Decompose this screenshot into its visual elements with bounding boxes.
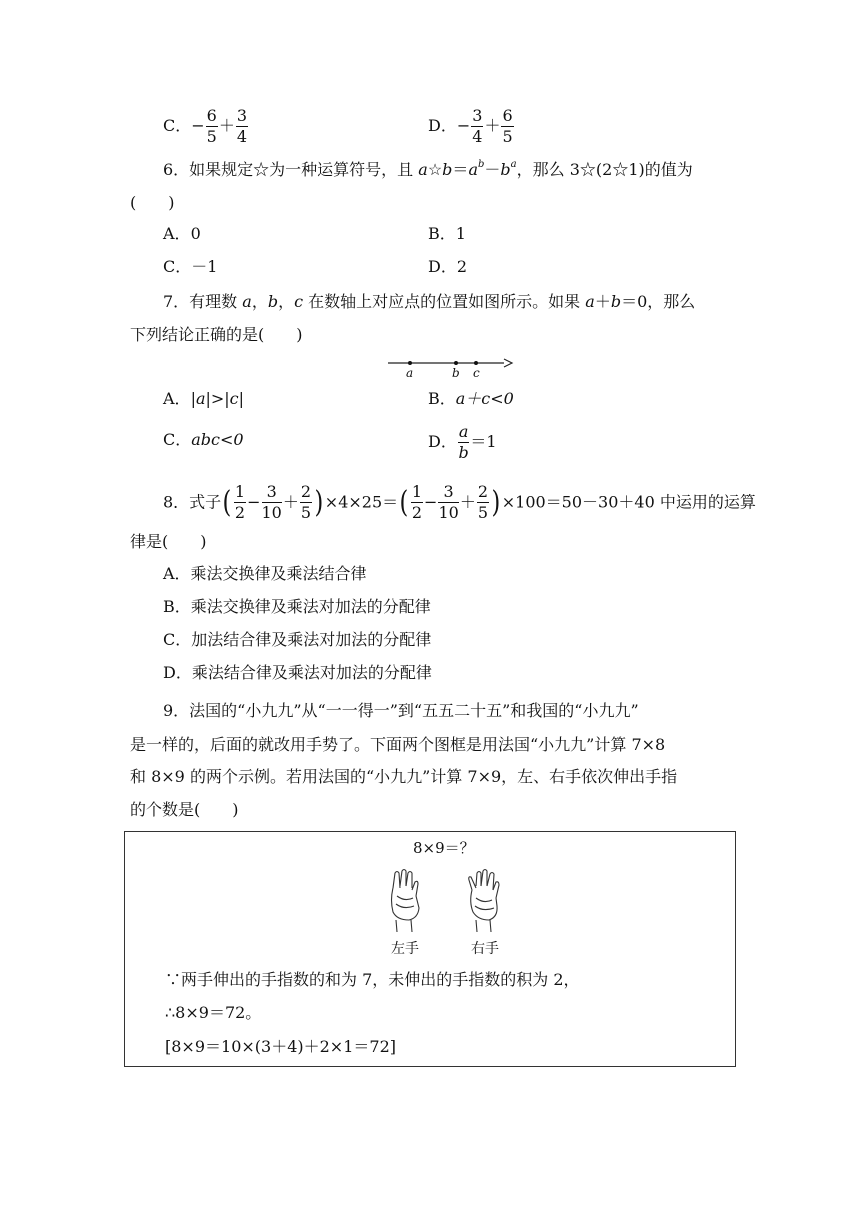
q6-option-c: C．－1 bbox=[163, 257, 218, 276]
q8-option-d: D．乘法结合律及乘法对加法的分配律 bbox=[163, 663, 432, 682]
q6-option-d: D．2 bbox=[428, 257, 468, 276]
q9-stem-line3: 和 8×9 的两个示例。若用法国的“小九九”计算 7×9，左、右手依次伸出手指 bbox=[130, 767, 678, 786]
q8-option-c: C．加法结合律及乘法对加法的分配律 bbox=[163, 630, 432, 649]
box-line-because: ∵两手伸出的手指数的和为 7，未伸出的手指数的积为 2， bbox=[165, 970, 580, 989]
right-hand-icon bbox=[465, 868, 503, 934]
left-paren: ( bbox=[222, 484, 232, 520]
example-box bbox=[124, 831, 736, 1067]
fraction: $\frac{3}{4}$ bbox=[472, 106, 483, 146]
point-a bbox=[408, 361, 412, 365]
q8-option-b: B．乘法交换律及乘法对加法的分配律 bbox=[163, 597, 431, 616]
q9-stem-line4: 的个数是( ) bbox=[130, 800, 239, 819]
box-line-therefore: ∴8×9＝72。 bbox=[165, 1003, 262, 1022]
q6-stem-line2: ( ) bbox=[130, 193, 175, 212]
q7-stem-line1: 7．有理数 a，b，c 在数轴上对应点的位置如图所示。如果 a＋b＝0，那么 bbox=[163, 292, 696, 311]
q7-option-b: B．a＋c<0 bbox=[428, 389, 514, 408]
q7-stem-line2: 下列结论正确的是( ) bbox=[130, 325, 303, 344]
left-hand-label: 左手 bbox=[391, 941, 419, 957]
q6-option-a: A．0 bbox=[163, 224, 201, 243]
number-line-arrow bbox=[504, 359, 512, 367]
right-paren: ) bbox=[314, 484, 324, 520]
q5-option-c: C．− $\frac{6}{5}$ ＋ $\frac{3}{4}$ bbox=[163, 106, 248, 146]
q9-stem-line2: 是一样的，后面的就改用手势了。下面两个图框是用法国“小九九”计算 7×8 bbox=[130, 735, 666, 754]
right-hand-label: 右手 bbox=[471, 941, 499, 957]
left-paren: ( bbox=[399, 484, 409, 520]
box-title: 8×9＝？ bbox=[413, 839, 475, 857]
q6-stem-line1: 6．如果规定☆为一种运算符号，且 $a☆b=a^b-b^a$，那么 3☆(2☆1)的值为 bbox=[163, 159, 693, 179]
label-b: b bbox=[452, 366, 460, 380]
q7-option-d: D． $\frac{a}{b}$ ＝1 bbox=[428, 422, 497, 462]
fraction: $\frac{a}{b}$ bbox=[458, 422, 469, 462]
q7-option-c: C．abc<0 bbox=[163, 430, 244, 449]
q8-stem-line1: 8．式子( $\frac{1}{2}$ − $\frac{3}{10}$ ＋ $\frac{2}{5}$ )×4×25＝( $\frac{1}{2}$ − $\frac{3}{10}$ ＋ $\frac{2}{5}$ )×100＝50－30＋40 中运用的运算 bbox=[163, 482, 756, 522]
label-c: c bbox=[473, 366, 480, 380]
box-line-formula: [8×9＝10×(3＋4)＋2×1＝72] bbox=[165, 1037, 396, 1056]
q7-option-a: A．|a|>|c| bbox=[163, 389, 245, 408]
fraction: $\frac{3}{4}$ bbox=[236, 106, 248, 146]
label-a: a bbox=[406, 366, 414, 380]
q8-option-a: A．乘法交换律及乘法结合律 bbox=[163, 564, 367, 583]
left-hand-icon bbox=[387, 868, 425, 934]
point-b bbox=[454, 361, 458, 365]
right-paren: ) bbox=[491, 484, 501, 520]
q6-option-b: B．1 bbox=[428, 224, 466, 243]
q9-stem-line1: 9．法国的“小九九”从“一一得一”到“五五二十五”和我国的“小九九” bbox=[163, 701, 639, 720]
q5-option-d: D．− $\frac{3}{4}$ ＋ $\frac{6}{5}$ bbox=[428, 106, 513, 146]
fraction: $\frac{6}{5}$ bbox=[206, 106, 217, 146]
fraction: $\frac{6}{5}$ bbox=[502, 106, 513, 146]
q8-stem-line2: 律是( ) bbox=[130, 532, 207, 551]
point-c bbox=[474, 361, 478, 365]
number-line bbox=[380, 354, 520, 380]
